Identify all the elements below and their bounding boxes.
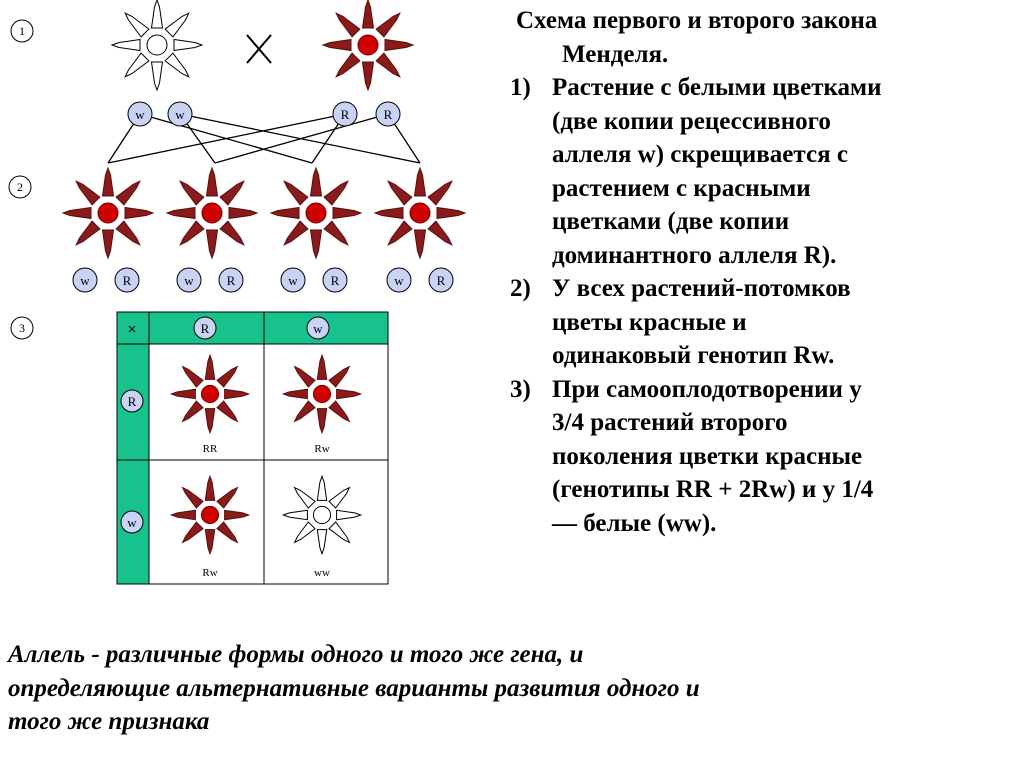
item-line: растением с красными: [552, 174, 811, 202]
genotype-label: Rw: [314, 443, 330, 455]
petal: [174, 40, 202, 51]
allele-w: [128, 102, 152, 126]
flower-center: [201, 385, 218, 402]
petal: [165, 53, 189, 77]
petal: [165, 13, 189, 37]
crossing-lines: [108, 114, 420, 163]
punnett-corner-cross: ×: [127, 321, 137, 338]
petal: [363, 62, 374, 90]
svg-text:2: 2: [17, 180, 23, 194]
svg-text:R: R: [383, 107, 393, 122]
item-number: 1): [510, 74, 531, 101]
explanation-item-1: [510, 71, 1015, 272]
petal: [415, 168, 426, 196]
allele-w: [307, 317, 329, 339]
svg-text:R: R: [436, 273, 446, 288]
item-line: Растение с белыми цветками: [552, 74, 882, 101]
allele-r: [429, 268, 453, 292]
svg-text:R: R: [226, 273, 236, 288]
petal: [152, 62, 163, 90]
step-marker-2: [9, 176, 31, 198]
svg-text:w: w: [175, 107, 185, 122]
petal: [284, 181, 308, 205]
allele-r: [115, 268, 139, 292]
svg-text:R: R: [340, 107, 350, 122]
svg-text:w: w: [288, 273, 298, 288]
petal: [324, 221, 348, 245]
petal: [167, 208, 195, 219]
petal: [116, 181, 140, 205]
definition-line: Аллель - различные формы одного и того же гена, и: [8, 641, 584, 668]
parent-white-flower: [112, 0, 202, 90]
item-line: (генотипы RR + 2Rw) и у 1/4: [552, 476, 874, 503]
petal: [415, 230, 426, 258]
petal: [76, 221, 100, 245]
petal: [180, 221, 204, 245]
allele-w: [73, 268, 97, 292]
explanation-title-line2: Менделя.: [562, 40, 669, 68]
punnett-header-col: [117, 312, 149, 584]
svg-text:w: w: [135, 107, 145, 122]
flower-center: [202, 203, 222, 223]
petal: [125, 53, 149, 77]
f1-red-flower: [63, 168, 153, 258]
petal: [311, 168, 322, 196]
svg-text:w: w: [127, 515, 137, 530]
petal: [388, 221, 412, 245]
item-line: — белые (ww).: [552, 509, 717, 537]
petal: [311, 230, 322, 258]
petal: [63, 208, 91, 219]
item-line: У всех растений-потомков: [552, 275, 851, 302]
petal: [375, 208, 403, 219]
svg-text:1: 1: [19, 24, 25, 38]
petal: [112, 40, 140, 51]
definition-line: того же признака: [8, 708, 210, 735]
svg-text:R: R: [330, 273, 340, 288]
flower-center: [201, 506, 218, 523]
punnett-red-flower: [283, 355, 360, 432]
punnett-red-flower: [171, 476, 248, 553]
svg-text:w: w: [80, 273, 90, 288]
petal: [323, 40, 351, 51]
petal: [428, 221, 452, 245]
petal: [103, 230, 114, 258]
step-marker-3: [11, 317, 33, 339]
flower-center: [410, 203, 430, 223]
punnett-square: [117, 312, 388, 584]
f1-red-flower: [375, 168, 465, 258]
allele-w: [177, 268, 201, 292]
petal: [376, 13, 400, 37]
explanation-item-2: [510, 272, 1015, 373]
svg-text:R: R: [127, 394, 137, 409]
svg-text:R: R: [122, 273, 132, 288]
petal: [336, 13, 360, 37]
allele-w: [387, 268, 411, 292]
item-line: 3/4 растений второго: [552, 409, 788, 436]
allele-w: [168, 102, 192, 126]
genotype-label: ww: [314, 567, 330, 579]
allele-r: [323, 268, 347, 292]
petal: [333, 208, 361, 219]
petal: [220, 181, 244, 205]
item-number: 3): [510, 375, 531, 403]
allele-w: [281, 268, 305, 292]
item-line: аллеля w) скрещивается с: [552, 141, 848, 168]
svg-text:w: w: [313, 321, 323, 336]
allele-r: [219, 268, 243, 292]
item-line: доминантного аллеля R).: [552, 241, 837, 269]
svg-text:w: w: [184, 273, 194, 288]
petal: [271, 208, 299, 219]
petal: [220, 221, 244, 245]
flower-center: [306, 203, 326, 223]
cross-symbol: [247, 35, 271, 63]
petal: [229, 208, 257, 219]
item-line: (две копии рецессивного: [552, 107, 831, 135]
item-line: цветы красные и: [552, 308, 747, 336]
allele-r: [121, 390, 143, 412]
petal: [284, 221, 308, 245]
petal: [116, 221, 140, 245]
explanation-text: [510, 4, 1015, 540]
petal: [385, 40, 413, 51]
genotype-label: Rw: [202, 567, 218, 579]
mendel-diagram: [0, 0, 500, 600]
flower-center: [313, 506, 330, 523]
item-number: 2): [510, 275, 531, 302]
parent-red-flower: [323, 0, 413, 90]
item-line: цветками (две копии: [552, 208, 790, 235]
svg-text:3: 3: [19, 321, 25, 335]
svg-text:w: w: [394, 273, 404, 288]
svg-text:R: R: [200, 321, 210, 336]
allele-definition: [8, 638, 1008, 739]
genotype-label: RR: [202, 443, 218, 455]
petal: [207, 230, 218, 258]
item-line: поколения цветки красные: [552, 442, 863, 470]
allele-w: [121, 511, 143, 533]
allele-r: [194, 317, 216, 339]
petal: [388, 181, 412, 205]
petal: [125, 208, 153, 219]
petal: [336, 53, 360, 77]
petal: [152, 0, 163, 28]
petal: [428, 181, 452, 205]
item-line: одинаковый генотип Rw.: [552, 342, 835, 369]
petal: [437, 208, 465, 219]
punnett-white-flower: [283, 476, 360, 553]
petal: [324, 181, 348, 205]
petal: [180, 181, 204, 205]
flower-center: [147, 35, 167, 55]
petal: [76, 181, 100, 205]
petal: [207, 168, 218, 196]
petal: [125, 13, 149, 37]
f1-red-flower: [167, 168, 257, 258]
allele-r: [333, 102, 357, 126]
explanation-item-3: [510, 373, 1015, 541]
petal: [363, 0, 374, 28]
flower-center: [98, 203, 118, 223]
flower-center: [358, 35, 378, 55]
allele-r: [376, 102, 400, 126]
f1-red-flower: [271, 168, 361, 258]
step-marker-1: [11, 20, 33, 42]
explanation-title-line1: Схема первого и второго закона: [516, 7, 878, 34]
item-line: При самооплодотворении у: [552, 375, 862, 403]
petal: [103, 168, 114, 196]
punnett-red-flower: [171, 355, 248, 432]
punnett-header-row: [117, 312, 388, 344]
flower-center: [313, 385, 330, 402]
petal: [376, 53, 400, 77]
definition-line: определяющие альтернативные варианты развития одного и: [8, 674, 700, 702]
